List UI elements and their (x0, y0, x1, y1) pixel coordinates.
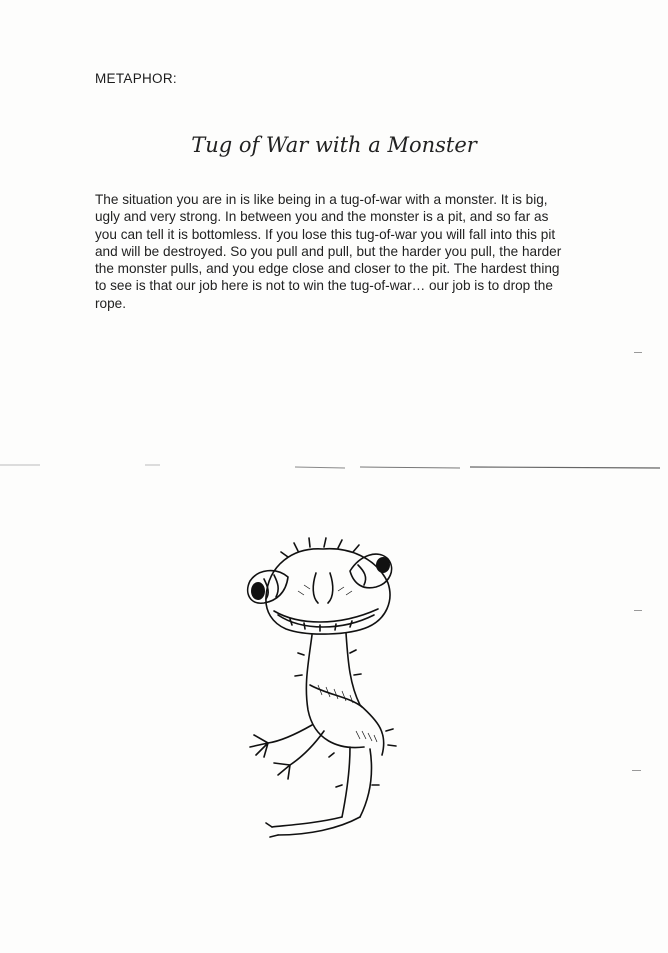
document-heading: METAPHOR: (95, 71, 177, 86)
scan-speck (634, 352, 642, 353)
scan-speck (634, 610, 642, 611)
document-title: Tug of War with a Monster (191, 133, 477, 157)
scan-speck (632, 770, 641, 771)
document-body: The situation you are in is like being in a tug-of-war with a monster. It is big, ugly and very strong. In between you and the monster is a pit, and so far as you can tell it is bottomless. If you lose this tug-of-war you will fall into this pit and will be destroyed. So you pull and pull, but the harder you pull, the harder the monster pulls, and you edge close and closer to the pit. The hardest thing to see is that our job here is not to win the tug-of-war… our job is to drop the rope. (95, 192, 562, 311)
monster-illustration (238, 535, 428, 845)
fold-line (0, 455, 668, 475)
